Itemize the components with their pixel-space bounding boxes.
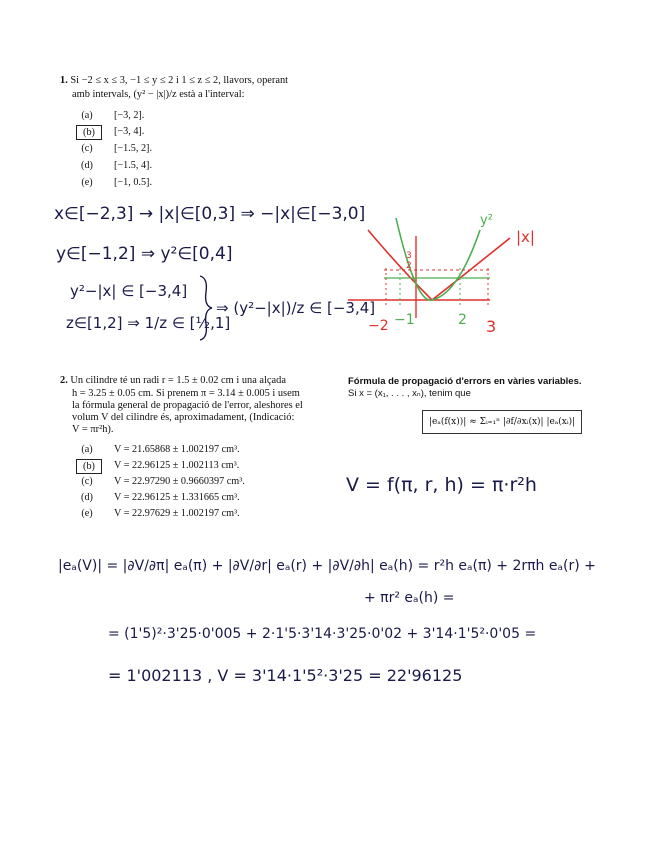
sketch-graph	[340, 208, 570, 336]
problem-1	[60, 74, 360, 87]
option-label: (e)	[81, 508, 93, 519]
option-label-selected: (b)	[76, 125, 102, 140]
hw2-line3: = (1'5)²·3'25·0'005 + 2·1'5·3'14·3'25·0'02 + 3'14·1'5²·0'05 =	[108, 626, 537, 642]
brace-icon	[196, 272, 216, 344]
hw2-vdef: V = f(π, r, h) = π·r²h	[346, 474, 537, 496]
option-label: (d)	[81, 492, 93, 503]
hw1-result: ⇒ (y²−|x|)/z ∈ [−3,4]	[216, 299, 376, 317]
option-label: (a)	[81, 444, 93, 455]
y-tick-2: 2	[406, 261, 412, 271]
x-tick-3: 3	[486, 317, 497, 336]
problem-1-number: 1.	[60, 75, 68, 86]
problem-2-number: 2.	[60, 375, 68, 386]
formula-box: |eₐ(f(x))| ≈ Σᵢ₌₁ⁿ |∂f/∂xᵢ(x)| |eₐ(xᵢ)|	[422, 410, 582, 434]
option-value: V = 22.97290 ± 0.9660397 cm³.	[114, 476, 245, 487]
x-tick-neg1: −1	[394, 312, 415, 328]
option-label: (d)	[81, 160, 93, 171]
hw2-line4: = 1'002113 , V = 3'14·1'5²·3'25 = 22'96125	[108, 666, 463, 685]
hw1-line3: y²−|x| ∈ [−3,4]	[70, 282, 188, 300]
option-label: (c)	[81, 143, 93, 154]
hw2-line2: + πr² eₐ(h) =	[364, 590, 455, 606]
x-tick-neg2: −2	[368, 318, 389, 334]
formula-panel-title: Fórmula de propagació d'errors en vàries variables.	[348, 376, 582, 387]
option-label-selected: (b)	[76, 459, 102, 474]
option-value: [−3, 4].	[114, 126, 145, 137]
problem-1-text-line2: amb intervals, (y² − |x|)/z està a l'interval:	[72, 89, 245, 100]
hw1-line4: z∈[1,2] ⇒ 1/z ∈ [½,1]	[66, 314, 231, 332]
hw1-line2: y∈[−1,2] ⇒ y²∈[0,4]	[56, 244, 233, 264]
option-label: (e)	[81, 177, 93, 188]
y-tick-3: 3	[406, 251, 412, 261]
label-absx: |x|	[516, 228, 535, 246]
option-value: V = 22.96125 ± 1.002113 cm³.	[114, 460, 240, 471]
problem-2	[60, 374, 330, 387]
problem-2-line: V = πr²h).	[72, 424, 114, 435]
hw2-line1: |eₐ(V)| = |∂V/∂π| eₐ(π) + |∂V/∂r| eₐ(r) + |∂V/∂h| eₐ(h) = r²h eₐ(π) + 2rπh eₐ(r) +	[58, 558, 596, 574]
option-value: [−1, 0.5].	[114, 177, 152, 188]
problem-2-line: la fórmula general de propagació de l'error, aleshores el	[72, 400, 303, 411]
option-value: V = 22.97629 ± 1.002197 cm³.	[114, 508, 240, 519]
option-value: V = 22.96125 ± 1.331665 cm³.	[114, 492, 240, 503]
problem-2-line: Un cilindre té un radi r = 1.5 ± 0.02 cm i una alçada	[70, 375, 286, 386]
option-label: (c)	[81, 476, 93, 487]
option-value: [−3, 2].	[114, 110, 145, 121]
problem-1-text-line1: Si −2 ≤ x ≤ 3, −1 ≤ y ≤ 2 i 1 ≤ z ≤ 2, llavors, operant	[70, 75, 289, 86]
label-y2: y²	[480, 213, 493, 228]
formula-panel	[348, 376, 598, 434]
problem-2-line: volum V del cilindre és, aproximadament, (Indicació:	[72, 412, 295, 423]
option-label: (a)	[81, 110, 93, 121]
absx-curve	[368, 230, 510, 300]
problem-2-line: h = 3.25 ± 0.05 cm. Si prenem π = 3.14 ± 0.005 i usem	[72, 388, 300, 399]
x-tick-2: 2	[458, 312, 467, 328]
option-value: [−1.5, 4].	[114, 160, 152, 171]
option-value: [−1.5, 2].	[114, 143, 152, 154]
option-value: V = 21.65868 ± 1.002197 cm³.	[114, 444, 240, 455]
hw1-line1: x∈[−2,3] → |x|∈[0,3] ⇒ −|x|∈[−3,0]	[54, 204, 366, 224]
formula-panel-subtitle: Si x = (x₁, . . . , xₙ), tenim que	[348, 388, 471, 399]
